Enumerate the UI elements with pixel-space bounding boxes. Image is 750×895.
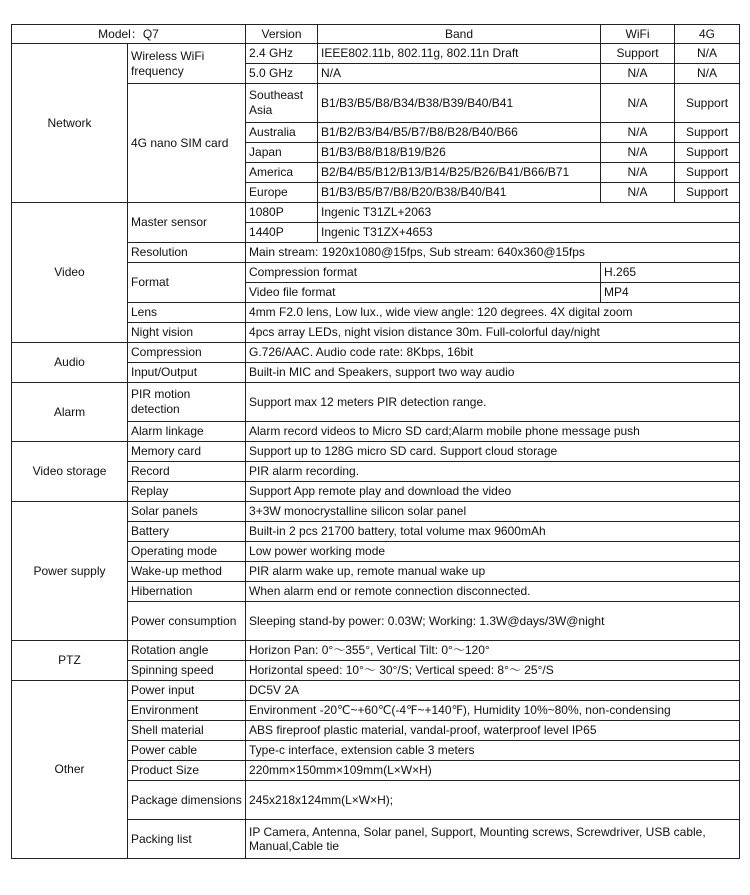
version-cell: Japan [246, 143, 318, 163]
band-cell: B1/B3/B8/B18/B19/B26 [318, 143, 601, 163]
spec-label: Product Size [128, 761, 246, 781]
spec-label: Master sensor [128, 203, 246, 243]
spec-label: 4G nano SIM card [128, 84, 246, 203]
spec-label: Night vision [128, 323, 246, 343]
spec-label: Alarm linkage [128, 422, 246, 442]
wifi-cell: Support [601, 44, 675, 64]
version-cell: Europe [246, 183, 318, 203]
band-cell: B1/B3/B5/B8/B34/B38/B39/B40/B41 [318, 84, 601, 123]
spec-label: Spinning speed [128, 661, 246, 681]
spec-value: Support up to 128G micro SD card. Support cloud storage [246, 442, 740, 462]
spec-label: Input/Output [128, 363, 246, 383]
wifi-cell: N/A [601, 163, 675, 183]
spec-label: Shell material [128, 721, 246, 741]
spec-value: PIR alarm wake up, remote manual wake up [246, 562, 740, 582]
format-name: Video file format [246, 283, 601, 303]
spec-value: ABS fireproof plastic material, vandal-proof, waterproof level IP65 [246, 721, 740, 741]
4g-cell: Support [675, 123, 740, 143]
category-ptz: PTZ [12, 641, 128, 681]
4g-cell: Support [675, 143, 740, 163]
version-cell: 2.4 GHz [246, 44, 318, 64]
band-cell: IEEE802.11b, 802.11g, 802.11n Draft [318, 44, 601, 64]
spec-label: Wireless WiFi frequency [128, 44, 246, 84]
table-row [12, 203, 740, 223]
spec-value: 220mm×150mm×109mm(L×W×H) [246, 761, 740, 781]
wifi-cell: N/A [601, 64, 675, 84]
category-other: Other [12, 681, 128, 859]
spec-value: Support App remote play and download the video [246, 482, 740, 502]
band-cell: B2/B4/B5/B12/B13/B14/B25/B26/B41/B66/B71 [318, 163, 601, 183]
spec-sheet [11, 24, 740, 859]
version-cell: 5.0 GHz [246, 64, 318, 84]
table-row [12, 44, 740, 64]
band-cell: N/A [318, 64, 601, 84]
header-row [12, 25, 740, 44]
table-row [12, 442, 740, 462]
4g-cell: N/A [675, 64, 740, 84]
spec-label: Compression [128, 343, 246, 363]
spec-table [11, 24, 740, 859]
header-version: Version [246, 25, 318, 44]
sensor-chip: Ingenic T31ZX+4653 [318, 223, 740, 243]
category-power-supply: Power supply [12, 502, 128, 641]
spec-label: Environment [128, 701, 246, 721]
spec-label: Replay [128, 482, 246, 502]
spec-label: Hibernation [128, 582, 246, 602]
4g-cell: Support [675, 163, 740, 183]
spec-value: Main stream: 1920x1080@15fps, Sub stream: 640x360@15fps [246, 243, 740, 263]
table-row [12, 502, 740, 522]
format-name: Compression format [246, 263, 601, 283]
category-alarm: Alarm [12, 383, 128, 442]
spec-value: Horizontal speed: 10°～ 30°/S; Vertical speed: 8°～ 25°/S [246, 661, 740, 681]
category-video-storage: Video storage [12, 442, 128, 502]
band-cell: B1/B2/B3/B4/B5/B7/B8/B28/B40/B66 [318, 123, 601, 143]
spec-value: Type-c interface, extension cable 3 meters [246, 741, 740, 761]
4g-cell: Support [675, 183, 740, 203]
category-network: Network [12, 44, 128, 203]
spec-value: Horizon Pan: 0°～355°, Vertical Tilt: 0°～120° [246, 641, 740, 661]
header-wifi: WiFi [601, 25, 675, 44]
spec-label: Operating mode [128, 542, 246, 562]
wifi-cell: N/A [601, 123, 675, 143]
table-row [12, 641, 740, 661]
spec-value: Alarm record videos to Micro SD card;Alarm mobile phone message push [246, 422, 740, 442]
spec-value: Low power working mode [246, 542, 740, 562]
spec-label: Solar panels [128, 502, 246, 522]
wifi-cell: N/A [601, 84, 675, 123]
table-row [12, 383, 740, 422]
spec-value: IP Camera, Antenna, Solar panel, Support, Mounting screws, Screwdriver, USB cable, Manual,Cable tie [246, 820, 740, 859]
spec-value: Built-in MIC and Speakers, support two way audio [246, 363, 740, 383]
spec-value: 4mm F2.0 lens, Low lux., wide view angle: 120 degrees. 4X digital zoom [246, 303, 740, 323]
sensor-resolution: 1080P [246, 203, 318, 223]
wifi-cell: N/A [601, 183, 675, 203]
version-cell: America [246, 163, 318, 183]
spec-label: Format [128, 263, 246, 303]
spec-value: 245x218x124mm(L×W×H); [246, 781, 740, 820]
spec-value: Support max 12 meters PIR detection range. [246, 383, 740, 422]
version-cell: Southeast Asia [246, 84, 318, 123]
table-row [12, 343, 740, 363]
format-value: MP4 [601, 283, 740, 303]
wifi-cell: N/A [601, 143, 675, 163]
spec-value: 3+3W monocrystalline silicon solar panel [246, 502, 740, 522]
spec-label: PIR motion detection [128, 383, 246, 422]
header-4g: 4G [675, 25, 740, 44]
sensor-chip: Ingenic T31ZL+2063 [318, 203, 740, 223]
spec-value: 4pcs array LEDs, night vision distance 30m. Full-colorful day/night [246, 323, 740, 343]
format-value: H.265 [601, 263, 740, 283]
spec-value: When alarm end or remote connection disconnected. [246, 582, 740, 602]
category-audio: Audio [12, 343, 128, 383]
header-model: Model：Q7 [12, 25, 246, 44]
spec-label: Rotation angle [128, 641, 246, 661]
spec-value: Environment -20℃~+60℃(-4℉~+140℉), Humidity 10%~80%, non-condensing [246, 701, 740, 721]
spec-label: Power cable [128, 741, 246, 761]
spec-label: Wake-up method [128, 562, 246, 582]
spec-label: Package dimensions [128, 781, 246, 820]
sensor-resolution: 1440P [246, 223, 318, 243]
spec-label: Power input [128, 681, 246, 701]
spec-label: Power consumption [128, 602, 246, 641]
category-video: Video [12, 203, 128, 343]
spec-label: Record [128, 462, 246, 482]
version-cell: Australia [246, 123, 318, 143]
spec-value: G.726/AAC. Audio code rate: 8Kbps, 16bit [246, 343, 740, 363]
spec-label: Resolution [128, 243, 246, 263]
band-cell: B1/B3/B5/B7/B8/B20/B38/B40/B41 [318, 183, 601, 203]
4g-cell: Support [675, 84, 740, 123]
spec-value: PIR alarm recording. [246, 462, 740, 482]
spec-label: Battery [128, 522, 246, 542]
spec-label: Lens [128, 303, 246, 323]
spec-value: Sleeping stand-by power: 0.03W; Working: 1.3W@days/3W@night [246, 602, 740, 641]
spec-value: Built-in 2 pcs 21700 battery, total volume max 9600mAh [246, 522, 740, 542]
spec-label: Memory card [128, 442, 246, 462]
table-row [12, 681, 740, 701]
header-band: Band [318, 25, 601, 44]
spec-label: Packing list [128, 820, 246, 859]
4g-cell: N/A [675, 44, 740, 64]
spec-value: DC5V 2A [246, 681, 740, 701]
